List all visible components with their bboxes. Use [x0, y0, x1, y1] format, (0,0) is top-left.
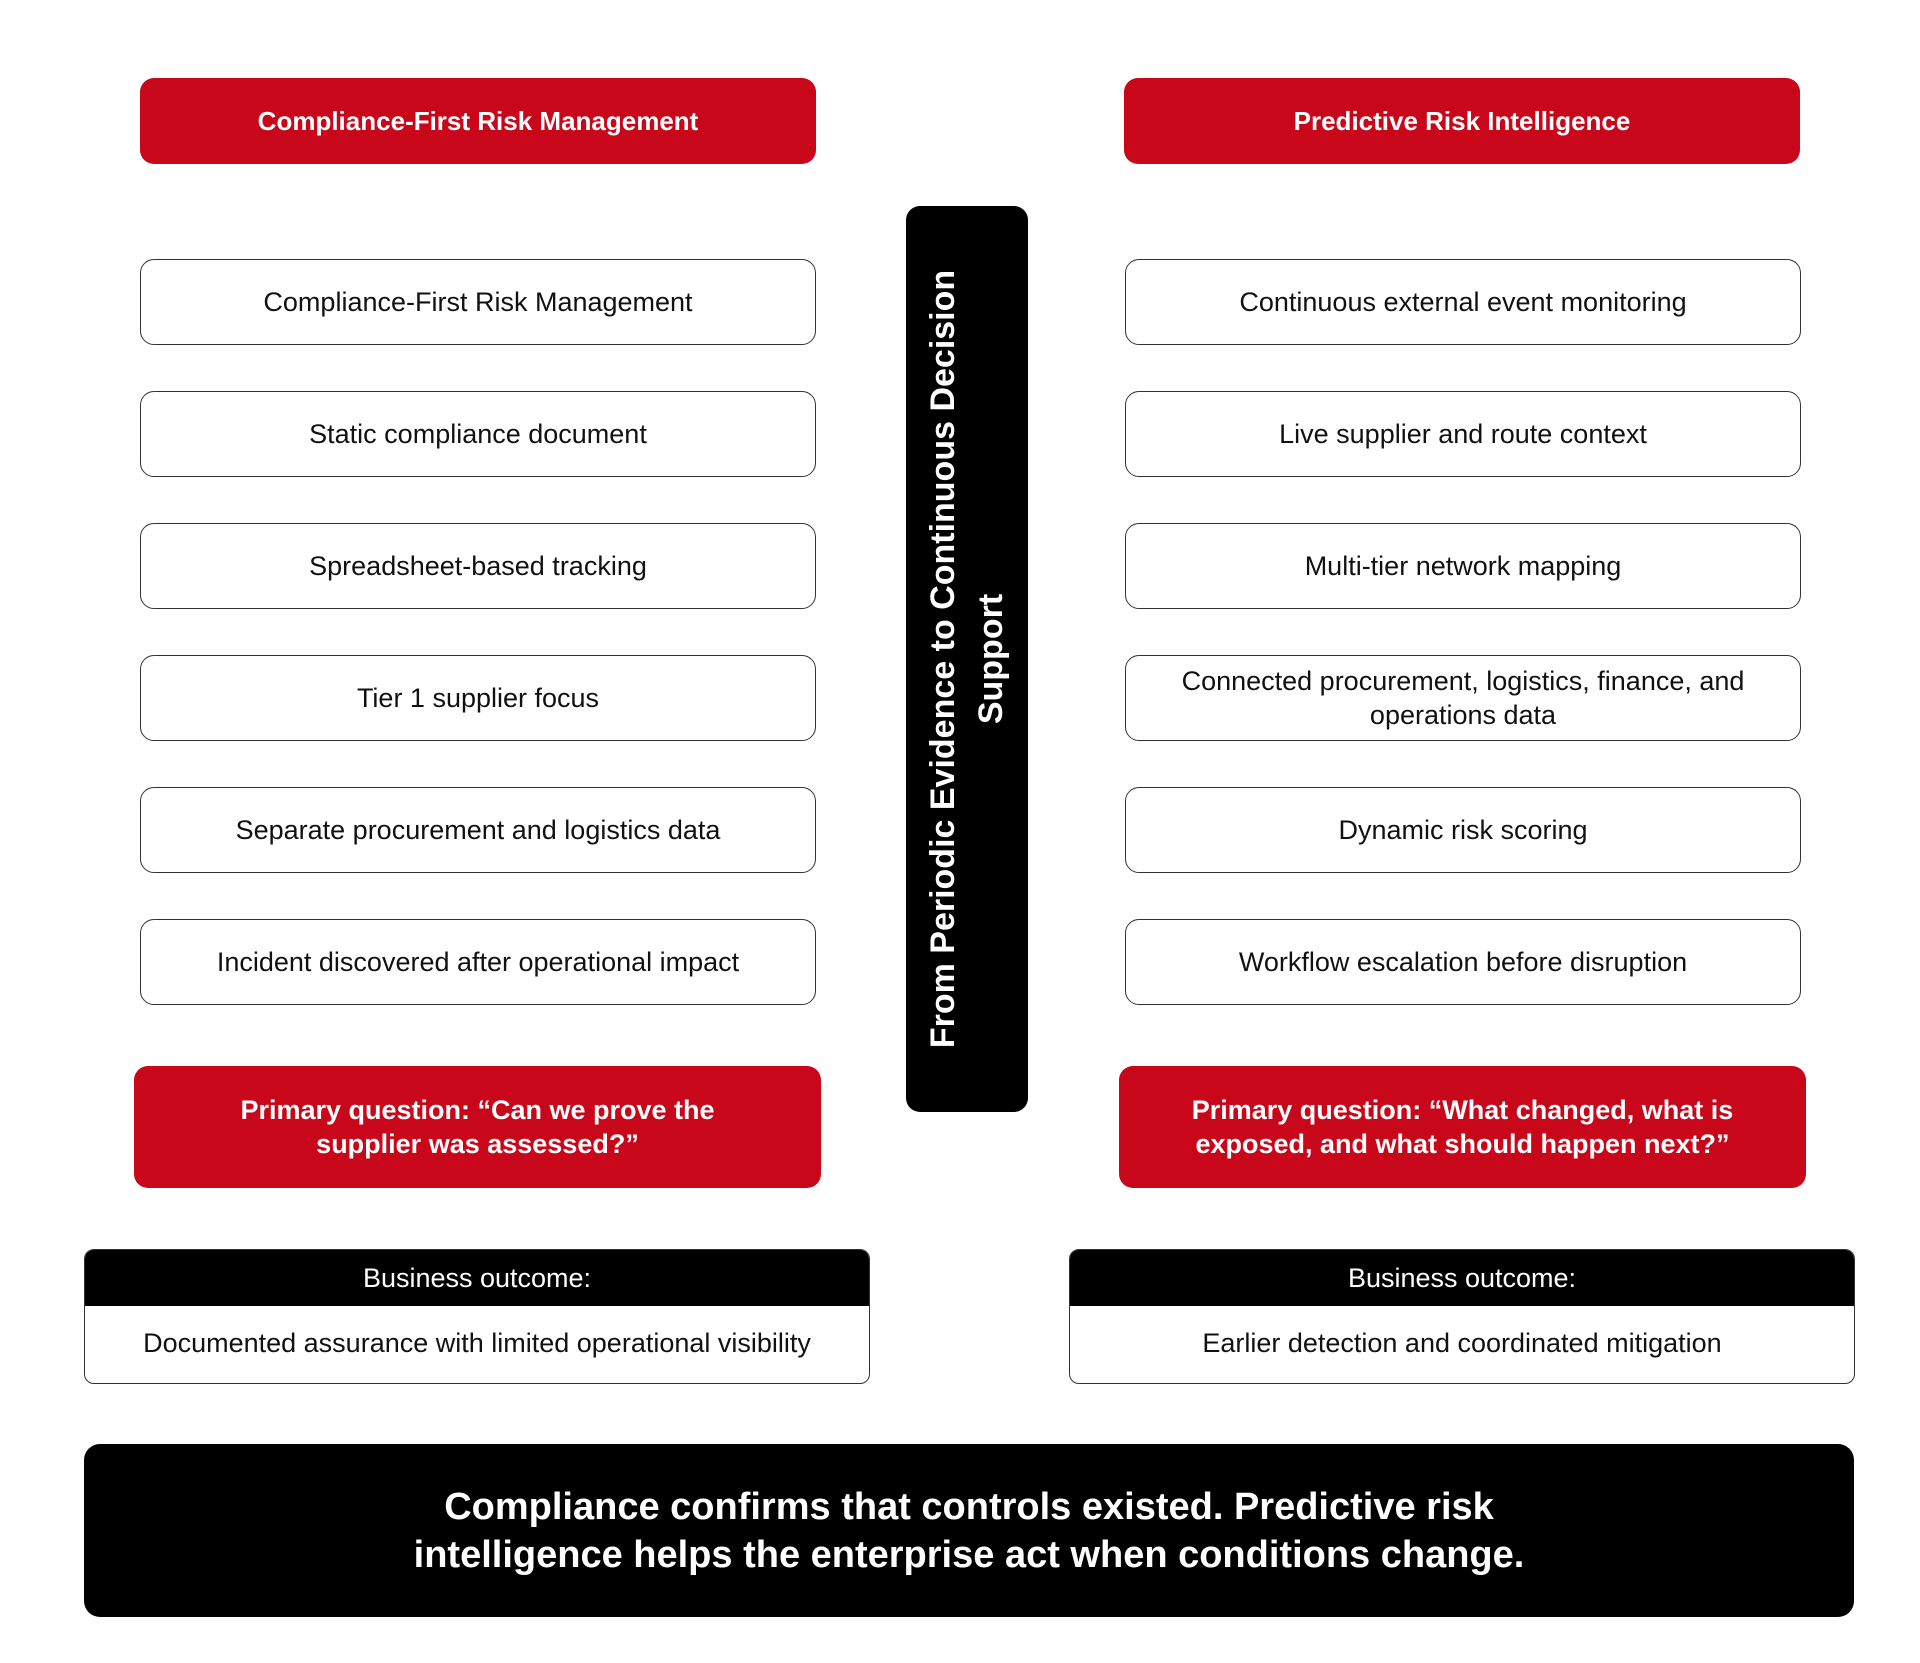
left-item: Static compliance document — [140, 391, 816, 477]
right-outcome-label: Business outcome: — [1070, 1250, 1854, 1306]
summary-banner: Compliance confirms that controls existed. Predictive risk intelligence helps the enterprise act when conditions change. — [84, 1444, 1854, 1617]
left-item: Compliance-First Risk Management — [140, 259, 816, 345]
right-item: Multi-tier network mapping — [1125, 523, 1801, 609]
left-item: Spreadsheet-based tracking — [140, 523, 816, 609]
right-column-header: Predictive Risk Intelligence — [1124, 78, 1800, 164]
left-primary-question: Primary question: “Can we prove the supplier was assessed?” — [134, 1066, 821, 1188]
right-item: Connected procurement, logistics, finance, and operations data — [1125, 655, 1801, 741]
left-business-outcome — [84, 1249, 870, 1384]
left-item: Separate procurement and logistics data — [140, 787, 816, 873]
right-item: Continuous external event monitoring — [1125, 259, 1801, 345]
left-outcome-label: Business outcome: — [85, 1250, 869, 1306]
right-outcome-text: Earlier detection and coordinated mitigation — [1202, 1328, 1722, 1358]
left-column-header: Compliance-First Risk Management — [140, 78, 816, 164]
left-item: Tier 1 supplier focus — [140, 655, 816, 741]
center-transition-label: From Periodic Evidence to Continuous Decision Support — [924, 269, 1010, 1049]
right-item: Live supplier and route context — [1125, 391, 1801, 477]
right-item: Dynamic risk scoring — [1125, 787, 1801, 873]
left-outcome-text: Documented assurance with limited operational visibility — [143, 1328, 811, 1358]
left-item: Incident discovered after operational impact — [140, 919, 816, 1005]
right-item: Workflow escalation before disruption — [1125, 919, 1801, 1005]
center-transition-bar — [906, 206, 1028, 1112]
right-primary-question: Primary question: “What changed, what is exposed, and what should happen next?” — [1119, 1066, 1806, 1188]
right-business-outcome — [1069, 1249, 1855, 1384]
